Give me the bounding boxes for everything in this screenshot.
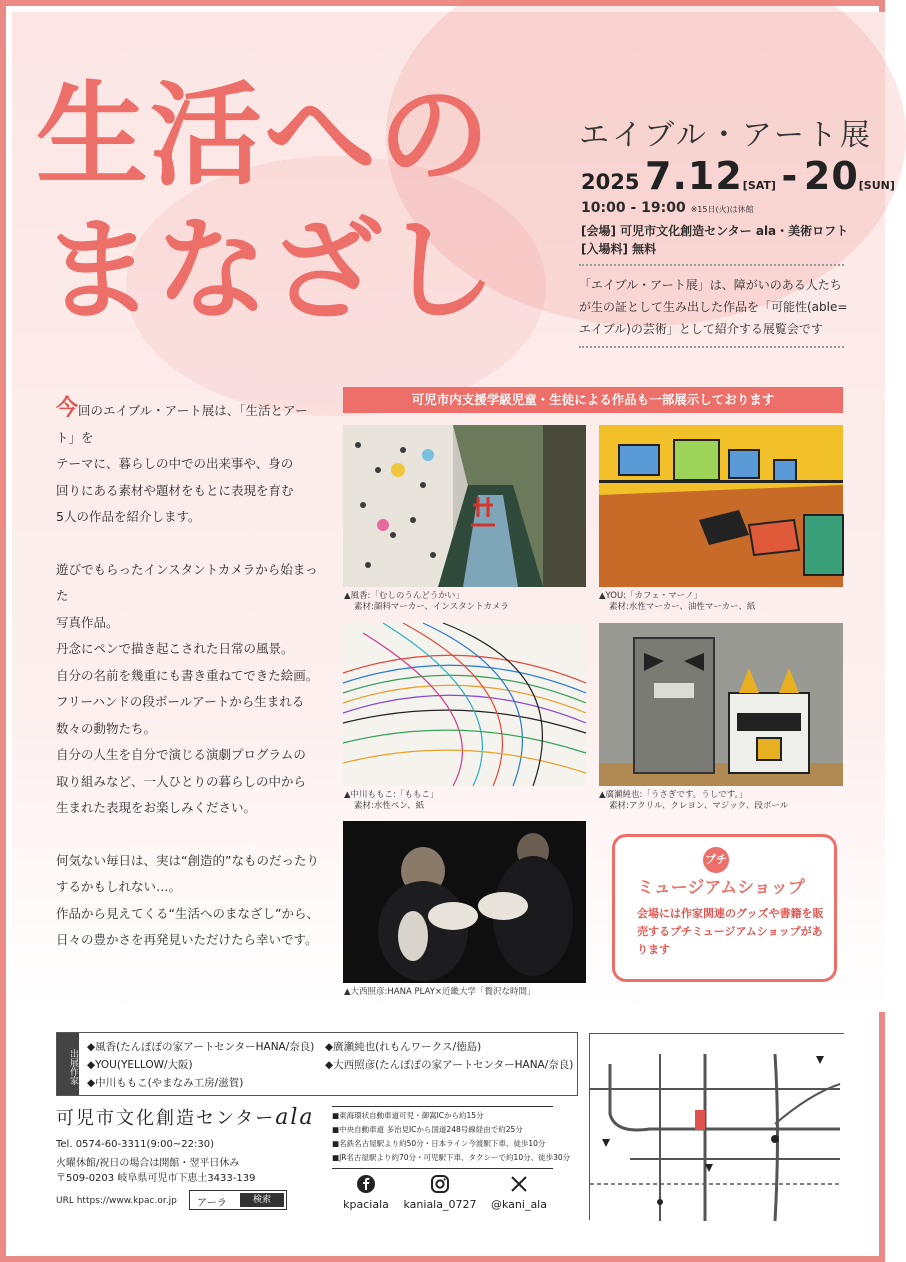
intro-text [56,396,326,980]
closed-note: ※15日(火)は休館 [690,205,754,214]
instagram-icon [430,1174,450,1194]
sns-facebook[interactable] [336,1174,396,1211]
artwork-caption [344,987,536,998]
divider [332,1168,553,1169]
caption-material: 素材:アクリル、クレヨン、マジック、段ボール [609,801,789,811]
venue-name-text: 可児市文化創造センター [56,1108,276,1129]
start-day: [SAT] [742,179,776,192]
exhibition-dates [581,154,895,198]
caption-material: 素材:水性マーカー、油性マーカー、紙 [609,602,756,612]
shop-description: 会場には作家関連のグッズや書籍を販売するプチミュージアムショップがあります [637,907,824,956]
year: 2025 [581,170,640,194]
museum-shop-box [612,834,837,982]
search-button[interactable]: 検索 [240,1193,284,1207]
main-title-line2: まなざし [42,206,498,336]
venue-line: [会場] 可児市文化創造センター ala・美術ロフト [581,224,849,238]
caption-title: ▲廣瀬純也:「うさぎです。うしです。」 [599,790,748,800]
sns-instagram[interactable] [400,1174,480,1211]
admission-line: [入場料] 無料 [581,242,657,256]
exhibition-description: 「エイブル・アート展」は、障がいのある人たちが生の証として生み出した作品を「可能性(able=エイブル)の芸術」として紹介する展覧会です [579,278,848,336]
divider [579,264,844,266]
artist-item: ◆大西照彦(たんぽぽの家アートセンターHANA/奈良) [325,1059,574,1071]
artwork-sculpture-4 [599,623,843,786]
artist-item: ◆YOU(YELLOW/大阪) [87,1059,193,1071]
artist-item: ◆風香(たんぽぽの家アートセンターHANA/奈良) [87,1041,315,1053]
facebook-icon [356,1174,376,1194]
artwork-caption [344,591,509,613]
drop-cap: 今 [56,396,79,421]
access-info [332,1109,570,1165]
intro-p1: 回のエイブル・アート展は、「生活とアート」を テーマに、暮らしの中での出来事や、身の 回りにある素材や題材をもとに表現を育む 5人の作品を紹介します。 [56,403,308,524]
shop-title: ミュージアムショップ [637,878,805,898]
artwork-drawing-2 [599,425,843,587]
venue-tel: Tel. 0574-60-3311(9:00~22:30) [56,1139,214,1150]
venue-name [56,1104,315,1130]
sns-x[interactable] [486,1174,552,1211]
artwork-caption [599,591,755,613]
divider [332,1106,553,1107]
intro-p2: 遊びでもらったインスタントカメラから始まった 写真作品。 丹念にペンで描き起こされた日常の風景。 自分の名前を幾重にも書き重ねてできた絵画。 フリーハンドの段ボールアートから生まれる 数々の動物たち。 自分の人生を自分で演じる演劇プログラムの 取り組みなど、一人ひとりの暮らしの中から 生まれた表現をお楽しみください。 [56,561,319,815]
end-day: [SUN] [858,179,895,192]
artists-box [56,1032,578,1096]
venue-url[interactable]: URL https://www.kpac.or.jp [56,1196,177,1206]
artist-item: ◆中川ももこ(やまなみ工房/滋賀) [87,1077,244,1089]
opening-hours [581,200,754,216]
sns-handle: @kani_ala [491,1198,547,1211]
venue-address: 〒509-0203 岐阜県可児市下恵土3433-139 [56,1173,256,1184]
notice-banner: 可児市内支援学級児童・生徒による作品も一部展示しております [343,387,843,413]
hours: 10:00 - 19:00 [581,200,686,216]
artwork-photo-1 [343,425,586,587]
end-date: 20 [803,154,859,198]
shop-badge: プチ [703,847,729,873]
artwork-drawing-3 [343,623,586,786]
main-title-line1: 生活への [36,71,492,201]
divider [579,346,844,348]
intro-paragraph [56,396,326,531]
intro-p3: 何気ない毎日は、実は“創造的”なものだったり するかもしれない…。 作品から見えてくる“生活へのまなざし”から、 日々の豊かさを再発見いただけたら幸いです。 [56,852,319,947]
caption-material: 素材:水性ペン、紙 [354,801,425,811]
artwork-caption [599,790,788,812]
sns-handle: kaniala_0727 [403,1198,477,1211]
caption-title: ▲風香:「むしのうんどうかい」 [344,591,464,601]
access-line: ■名鉄名古屋駅より約50分・日本ライン今渡駅下車、徒歩10分 [332,1139,546,1148]
artwork-caption [344,790,438,812]
access-map [589,1033,844,1220]
caption-material: 素材:顔料マーカー、インスタントカメラ [354,602,509,612]
venue-logo-ala: ala [275,1105,315,1130]
start-date: 7.12 [645,154,743,198]
artwork-photo-5 [343,821,586,983]
sns-handle: kpaciala [343,1198,389,1211]
venue-closed: 火曜休館/祝日の場合は開館・翌平日休み [56,1158,240,1169]
search-box[interactable] [189,1190,287,1210]
search-word: アーラ [197,1198,227,1209]
access-line: ■東海環状自動車道可児・御嵩ICから約15分 [332,1111,484,1120]
artists-tag: 出展作家 [57,1033,79,1095]
x-icon [509,1174,529,1194]
access-line: ■JR名古屋駅より約70分・可児駅下車、タクシーで約10分、徒歩30分 [332,1153,571,1162]
date-dash: - [781,154,799,198]
caption-title: ▲中川ももこ:「ももこ」 [344,790,439,800]
caption-title: ▲大西照彦:HANA PLAY×近畿大学「贅沢な時間」 [344,987,536,997]
exhibition-name: エイブル・アート展 [579,118,873,153]
artist-item: ◆廣瀬純也(れもんワークス/徳島) [325,1041,482,1053]
caption-title: ▲YOU:「カフェ・マーノ」 [599,591,702,601]
access-line: ■中央自動車道 多治見ICから国道248号線経由で約25分 [332,1125,523,1134]
